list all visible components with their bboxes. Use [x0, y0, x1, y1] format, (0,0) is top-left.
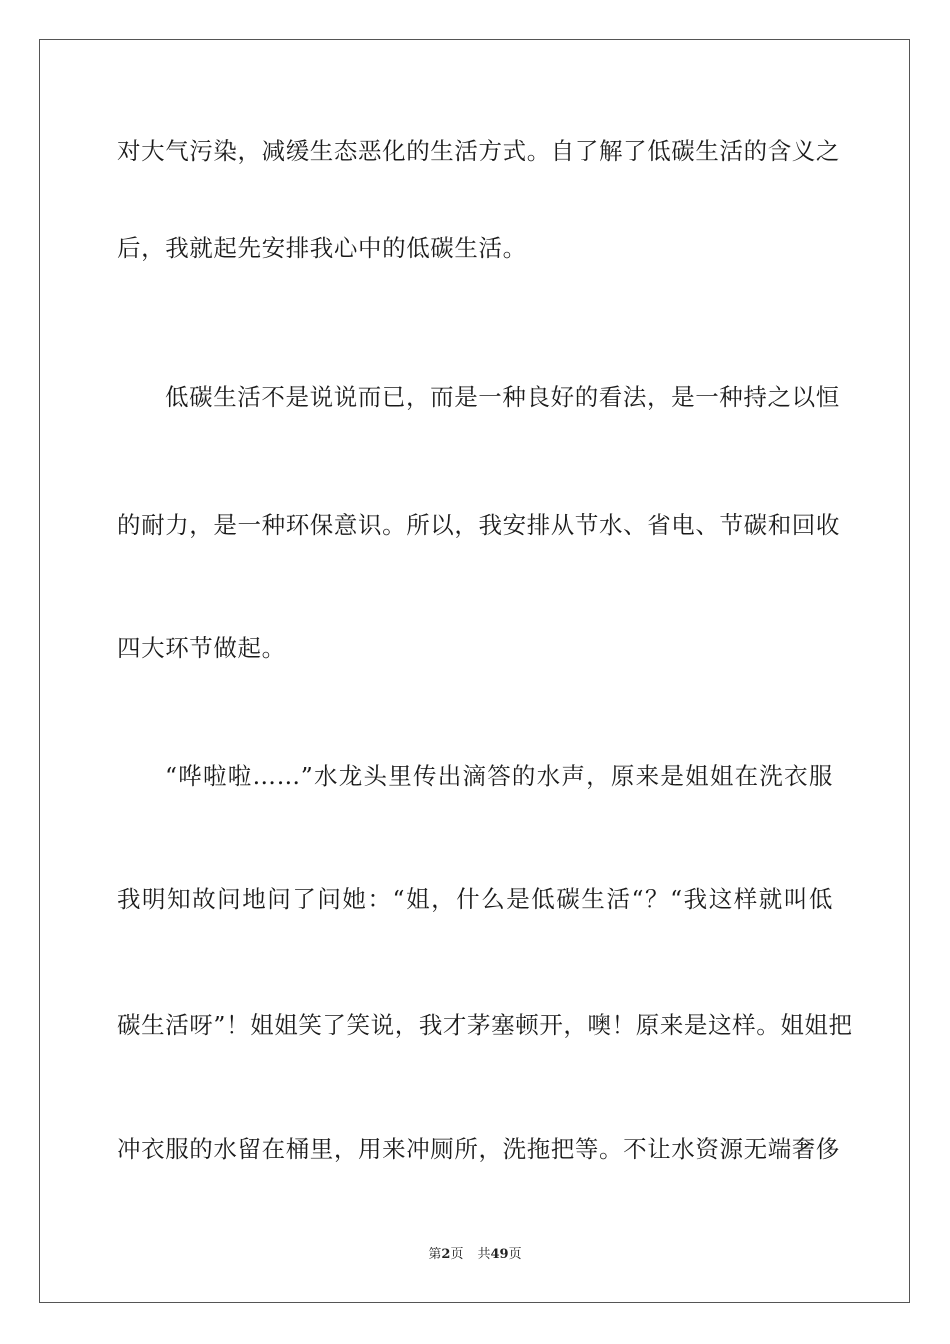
text-line-6: “哗啦啦……”水龙头里传出滴答的水声，原来是姐姐在洗衣服 [165, 762, 833, 790]
total-pages: 49 [490, 1247, 509, 1262]
page-footer [0, 1246, 950, 1264]
text-line-7: 我明知故问地问了问她：“姐，什么是低碳生活“？“我这样就叫低 [117, 885, 833, 913]
text-line-2: 后，我就起先安排我心中的低碳生活。 [117, 234, 527, 262]
text-line-3: 低碳生活不是说说而已，而是一种良好的看法，是一种持之以恒 [165, 383, 840, 411]
page-number: 2 [441, 1247, 451, 1262]
text-line-8: 碳生活呀”！姐姐笑了笑说，我才茅塞顿开，噢！原来是这样。姐姐把 [117, 1011, 853, 1039]
page-prefix: 第 [428, 1247, 442, 1262]
total-prefix: 共 [477, 1247, 491, 1262]
text-line-9: 冲衣服的水留在桶里，用来冲厕所，洗拖把等。不让水资源无端奢侈 [117, 1135, 840, 1163]
text-line-4: 的耐力，是一种环保意识。所以，我安排从节水、省电、节碳和回收 [117, 511, 840, 539]
text-line-1: 对大气污染，减缓生态恶化的生活方式。自了解了低碳生活的含义之 [117, 137, 840, 165]
total-unit: 页 [508, 1247, 522, 1262]
page-unit: 页 [450, 1247, 464, 1262]
text-line-5: 四大环节做起。 [117, 634, 286, 662]
